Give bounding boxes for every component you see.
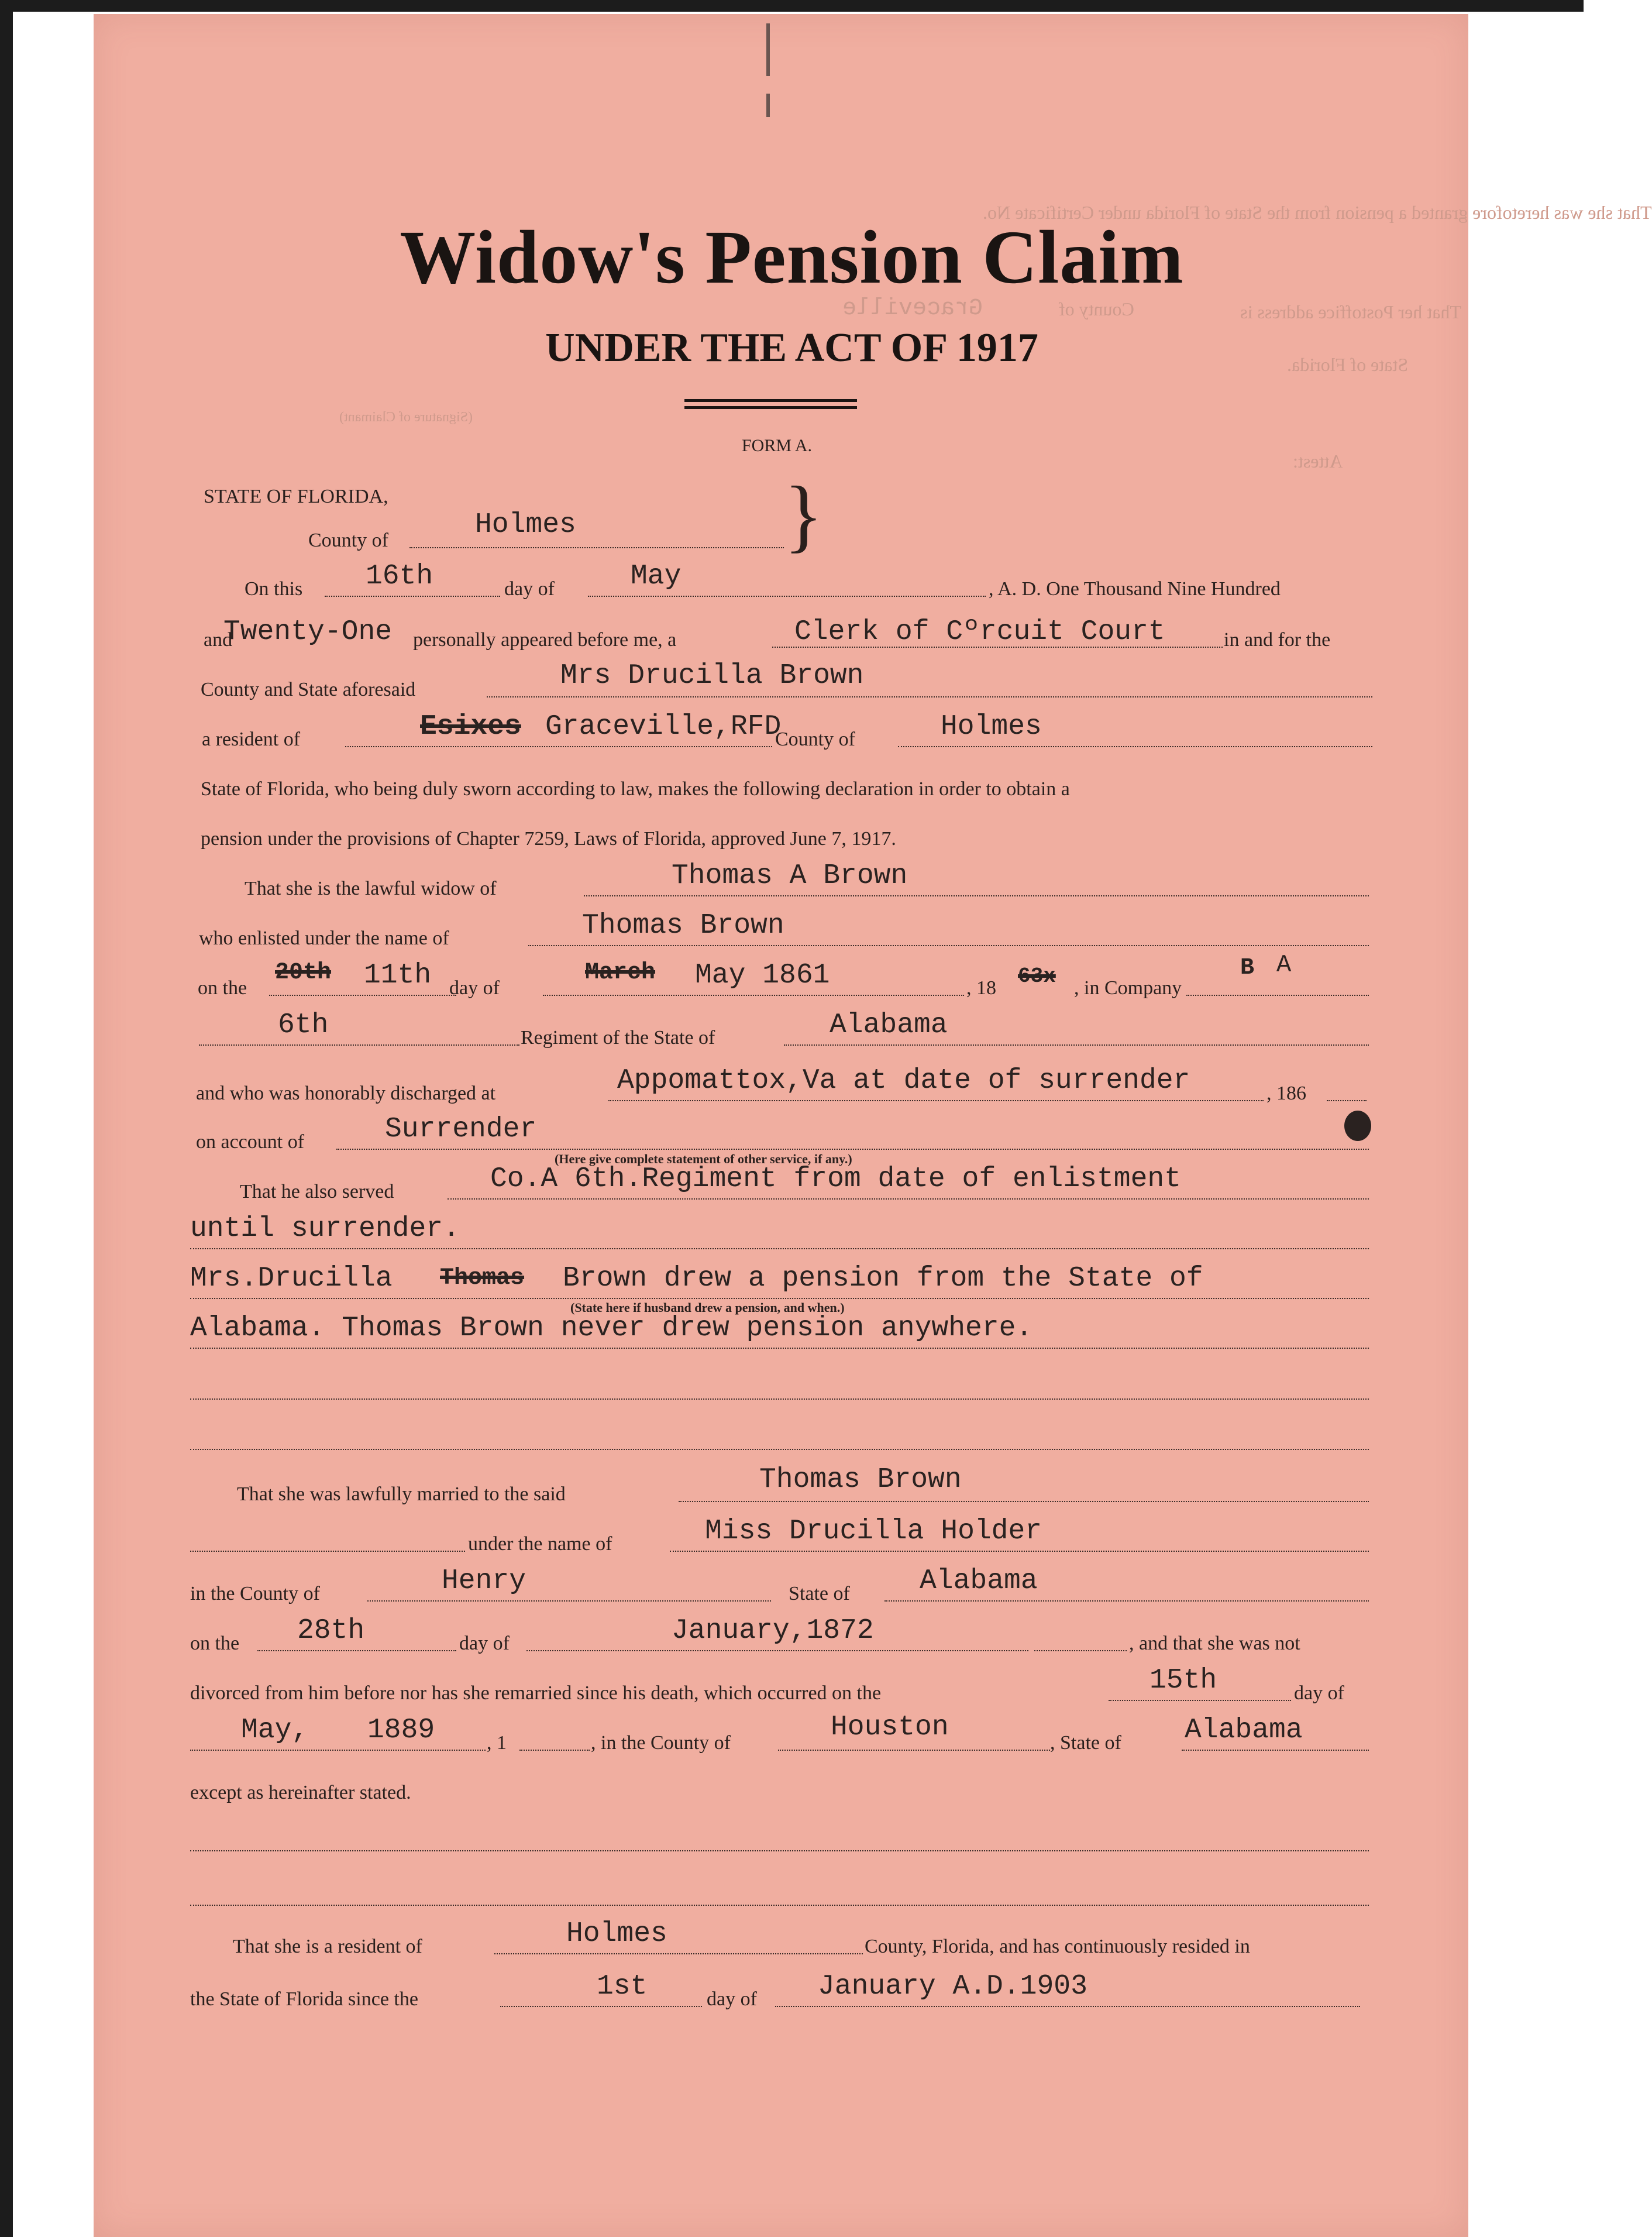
enlisted-name-value: Thomas Brown <box>582 910 784 941</box>
since-day-value: 1st <box>597 1971 648 2002</box>
death-state-label: , State of <box>1050 1732 1121 1754</box>
enlist-day-of-label: day of <box>449 977 500 999</box>
discharge-year-label: , 186 <box>1266 1083 1306 1104</box>
county-field-line <box>409 547 784 548</box>
scan-frame-top <box>0 0 1584 12</box>
day-of-label: day of <box>504 578 555 600</box>
discharge-year-field-line <box>1327 1100 1367 1101</box>
enlist-date-field-line <box>543 995 964 996</box>
enlisted-under-label: who enlisted under the name of <box>199 927 449 949</box>
pension-line-1 <box>190 1298 1369 1299</box>
regiment-state-field-line <box>784 1044 1369 1046</box>
county-florida-text: County, Florida, and has continuously resided in <box>865 1936 1250 1957</box>
claimant-value: Mrs Drucilla Brown <box>560 660 864 692</box>
enlist-date-value: May 1861 <box>695 960 830 991</box>
marriage-county-field-line <box>367 1600 771 1602</box>
resident-county-value: Holmes <box>566 1918 667 1950</box>
enlist-month-struck: March <box>585 960 656 986</box>
death-day-of-label: day of <box>1294 1682 1344 1704</box>
maiden-name-field-line <box>670 1551 1369 1552</box>
in-and-for-label: in and for the <box>1224 629 1331 651</box>
marriage-state-field-line <box>884 1600 1369 1602</box>
residence-value: Graceville,RFD <box>545 711 782 743</box>
death-month-value: May, <box>241 1714 309 1746</box>
other-service-note: (Here give complete statement of other service, if any.) <box>555 1152 852 1166</box>
death-state-field-line <box>1182 1750 1369 1751</box>
county-state-aforesaid-label: County and State aforesaid <box>201 679 416 700</box>
except-blank-line-1 <box>190 1850 1369 1851</box>
marriage-county-value: Henry <box>442 1565 526 1597</box>
on-this-label: On this <box>245 578 303 600</box>
marriage-on-the-label: on the <box>190 1633 240 1654</box>
sworn-text: State of Florida, who being duly sworn according to law, makes the following declaration in order to obtain a <box>201 778 1070 800</box>
on-the-label: on the <box>198 977 247 999</box>
marriage-year-blank-line <box>1034 1650 1127 1651</box>
except-stated-text: except as hereinafter stated. <box>190 1782 411 1803</box>
day-value: 16th <box>366 561 433 592</box>
resident-of-county-label: That she is a resident of <box>233 1936 422 1957</box>
lawful-widow-label: That she is the lawful widow of <box>245 878 497 899</box>
century-field-line <box>519 1750 590 1751</box>
claimant-field-line <box>487 696 1372 697</box>
enlist-year-struck: 63x <box>1018 964 1056 988</box>
under-name-blank-line <box>190 1551 465 1552</box>
regiment-no-field-line <box>199 1044 519 1046</box>
binding-mark <box>766 23 770 76</box>
regiment-state-value: Alabama <box>830 1009 948 1041</box>
county-label: County of <box>308 530 388 551</box>
also-served-label: That he also served <box>240 1181 394 1202</box>
not-divorced-label: , and that she was not <box>1129 1633 1300 1654</box>
marriage-day-of-label: day of <box>459 1633 510 1654</box>
residence-county-line <box>898 746 1372 747</box>
discharge-reason-field-line <box>336 1149 1369 1150</box>
bleed-through-line-5: State of Florida. <box>1287 354 1409 375</box>
company-value: A <box>1276 951 1292 979</box>
form-subtitle: UNDER THE ACT OF 1917 <box>545 325 1038 370</box>
death-county-value: Houston <box>831 1712 949 1743</box>
month-field-line <box>588 596 986 597</box>
marriage-county-label: in the County of <box>190 1583 320 1604</box>
in-company-label: , in Company <box>1074 977 1182 999</box>
residence-county-label: County of <box>775 729 855 750</box>
ink-blot <box>1344 1111 1371 1141</box>
discharge-reason-value: Surrender <box>385 1114 537 1145</box>
since-date-value: January A.D.1903 <box>818 1971 1087 2002</box>
regiment-label: Regiment of the State of <box>521 1027 715 1049</box>
state-since-label: the State of Florida since the <box>190 1988 418 2010</box>
also-served-line-2 <box>190 1248 1369 1249</box>
also-served-value: Co.A 6th.Regiment from date of enlistment <box>490 1163 1181 1195</box>
death-county-label: , in the County of <box>591 1732 731 1754</box>
except-blank-line-2 <box>190 1905 1369 1906</box>
widow-of-field-line <box>584 895 1369 896</box>
resident-county-field-line <box>494 1953 863 1954</box>
death-date-field-line <box>190 1750 486 1751</box>
bleed-through-line-1: That she was heretofore granted a pension from the State of Florida under Certificate No. <box>983 202 1652 223</box>
pension-line-2-value: Alabama. Thomas Brown never drew pension anywhere. <box>190 1312 1033 1344</box>
marriage-day-value: 28th <box>297 1615 365 1647</box>
married-to-field-line <box>679 1501 1369 1502</box>
state-label: STATE OF FLORIDA, <box>204 486 388 507</box>
since-day-field-line <box>500 2006 702 2007</box>
blank-line-2 <box>190 1449 1369 1450</box>
residence-county-value: Holmes <box>941 711 1042 743</box>
title-rule-1 <box>684 399 857 402</box>
form-label: FORM A. <box>742 436 813 455</box>
pension-line-1-struck: Thomas <box>440 1265 525 1291</box>
day-field-line <box>325 596 500 597</box>
bleed-through-line-4: County of <box>1059 298 1134 319</box>
year-words-value: Twenty-One <box>223 616 393 648</box>
bleed-through-line-3: Graceville <box>842 295 983 322</box>
marriage-state-value: Alabama <box>920 1565 1038 1597</box>
marriage-day-field-line <box>257 1650 456 1651</box>
month-value: May <box>631 561 682 592</box>
bleed-through-line-6: (Signature of Claimant) <box>339 410 473 425</box>
maiden-name-value: Miss Drucilla Holder <box>705 1516 1042 1547</box>
enlisted-name-field-line <box>528 945 1369 946</box>
year-prefix-label: , 18 <box>966 977 996 999</box>
ad-label: , A. D. One Thousand Nine Hundred <box>989 578 1281 600</box>
form-title: Widow's Pension Claim <box>400 215 1184 300</box>
married-to-value: Thomas Brown <box>759 1464 962 1496</box>
blank-line-1 <box>190 1398 1369 1400</box>
and-label: and <box>204 629 233 651</box>
divorced-text: divorced from him before nor has she remarried since his death, which occurred on the <box>190 1682 882 1704</box>
one-label: , 1 <box>487 1732 507 1754</box>
pension-line-2 <box>190 1348 1369 1349</box>
discharge-place-field-line <box>608 1100 1264 1101</box>
widow-of-value: Thomas A Brown <box>672 860 908 892</box>
company-field-line <box>1186 995 1369 996</box>
enlist-day-struck: 20th <box>275 960 332 986</box>
residence-struck: Esixes <box>420 711 521 743</box>
death-state-value: Alabama <box>1185 1714 1303 1746</box>
marriage-date-field-line <box>526 1650 1028 1651</box>
death-day-value: 15th <box>1149 1665 1217 1696</box>
since-date-field-line <box>775 2006 1360 2007</box>
discharge-place-value: Appomattox,Va at date of surrender <box>617 1065 1190 1097</box>
official-value: Clerk of Cºrcuit Court <box>794 616 1165 648</box>
since-day-of-label: day of <box>707 1988 757 2010</box>
residence-field-line <box>345 746 772 747</box>
regiment-no-value: 6th <box>278 1009 329 1041</box>
marriage-state-label: State of <box>789 1583 850 1604</box>
discharged-at-label: and who was honorably discharged at <box>196 1083 496 1104</box>
under-name-label: under the name of <box>468 1533 612 1555</box>
on-account-of-label: on account of <box>196 1131 305 1153</box>
death-day-field-line <box>1109 1700 1291 1701</box>
bleed-through-line-7: Attest: <box>1293 451 1343 472</box>
death-year-value: 1889 <box>367 1714 435 1746</box>
resident-of-label: a resident of <box>202 729 301 750</box>
county-brace: } <box>784 470 824 561</box>
company-struck: B <box>1240 955 1255 981</box>
also-served-value-2: until surrender. <box>190 1213 460 1245</box>
personally-appeared-label: personally appeared before me, a <box>413 629 677 651</box>
marriage-date-value: January,1872 <box>672 1615 874 1647</box>
title-rule-2 <box>684 406 857 409</box>
enlist-day-field-line <box>269 995 456 996</box>
pension-line-1-b: Brown drew a pension from the State of <box>563 1263 1203 1294</box>
husband-pension-note: (State here if husband drew a pension, and when.) <box>570 1300 845 1315</box>
enlist-day-value: 11th <box>364 960 432 991</box>
pension-provisions-text: pension under the provisions of Chapter 7259, Laws of Florida, approved June 7, 1917. <box>201 828 896 850</box>
pension-line-1-a: Mrs.Drucilla <box>190 1263 393 1294</box>
county-value: Holmes <box>475 509 576 541</box>
also-served-field-line <box>448 1198 1369 1200</box>
married-to-label: That she was lawfully married to the said <box>237 1483 566 1505</box>
death-county-field-line <box>778 1750 1050 1751</box>
bleed-through-line-2: That her Postoffice address is <box>1240 301 1461 322</box>
binding-mark-2 <box>766 94 770 117</box>
